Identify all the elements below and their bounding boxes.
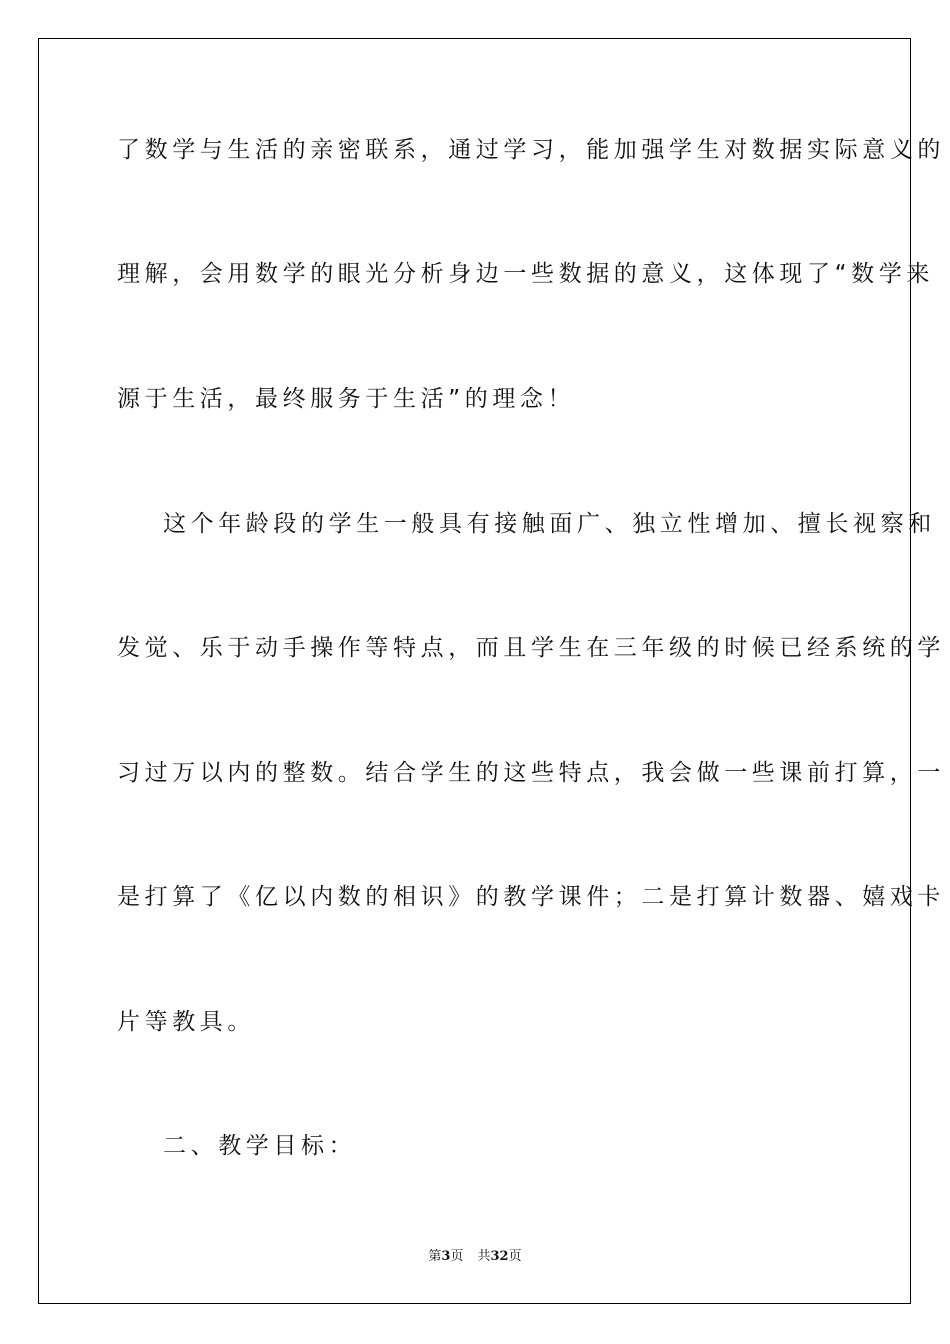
footer-total-pages: 32 bbox=[490, 1249, 509, 1264]
paragraph-line-5: 发觉、乐于动手操作等特点，而且学生在三年级的时候已经系统的学 bbox=[117, 635, 945, 661]
footer-page-suffix: 页 bbox=[450, 1249, 464, 1264]
page-footer bbox=[0, 1248, 950, 1266]
footer-page-number: 3 bbox=[441, 1249, 451, 1264]
footer-page-prefix: 第 bbox=[428, 1249, 442, 1264]
paragraph-line-2: 理解，会用数学的眼光分析身边一些数据的意义，这体现了“数学来 bbox=[117, 261, 934, 287]
page-border bbox=[38, 38, 945, 1304]
paragraph-line-4: 这个年龄段的学生一般具有接触面广、独立性增加、擅长视察和 bbox=[163, 511, 936, 537]
section-heading: 二、教学目标： bbox=[163, 1133, 357, 1159]
footer-total-suffix: 页 bbox=[508, 1249, 522, 1264]
paragraph-line-3: 源于生活，最终服务于生活”的理念！ bbox=[117, 386, 576, 412]
paragraph-line-1: 了数学与生活的亲密联系，通过学习，能加强学生对数据实际意义的 bbox=[117, 137, 945, 163]
paragraph-line-7: 是打算了《亿以内数的相识》的教学课件；二是打算计数器、嬉戏卡 bbox=[117, 884, 945, 910]
paragraph-line-6: 习过万以内的整数。结合学生的这些特点，我会做一些课前打算，一 bbox=[117, 760, 945, 786]
paragraph-line-8: 片等教具。 bbox=[117, 1009, 255, 1035]
footer-total-prefix: 共 bbox=[477, 1249, 491, 1264]
